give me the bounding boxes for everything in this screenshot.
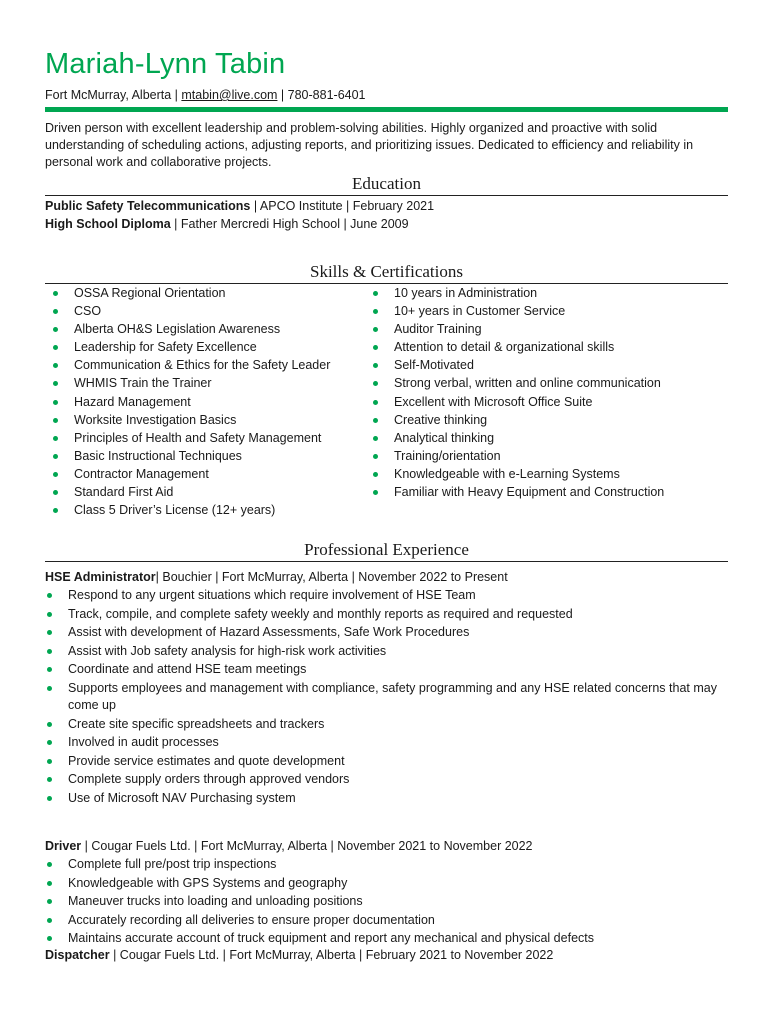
skill-item: Contractor Management [45, 465, 365, 483]
education-details: | APCO Institute | February 2021 [250, 199, 435, 213]
education-item [45, 198, 434, 215]
job-header [45, 838, 533, 855]
summary-paragraph: Driven person with excellent leadership and problem-solving abilities. Highly organized and proactive with solid understanding of scheduling actions, adjusting reports, and prioritizing issues. Dedicated to efficiency and reliability in personal work and collaborative projects. [45, 121, 694, 169]
education-details: | Father Mercredi High School | June 2009 [170, 217, 409, 231]
skill-item: Alberta OH&S Legislation Awareness [45, 320, 365, 338]
duty-item: Accurately recording all deliveries to ensure proper documentation [45, 912, 728, 929]
education-heading: Education [352, 174, 421, 193]
job-details: | Cougar Fuels Ltd. | Fort McMurray, Alberta | February 2021 to November 2022 [109, 948, 554, 962]
duty-item: Create site specific spreadsheets and trackers [45, 716, 728, 733]
contact-line [45, 88, 366, 103]
job-duties [45, 587, 728, 809]
skill-item: Training/orientation [365, 447, 728, 465]
duty-item: Maintains accurate account of truck equipment and report any mechanical and physical defects [45, 930, 728, 947]
education-item [45, 216, 409, 233]
skill-item: WHMIS Train the Trainer [45, 374, 365, 392]
skill-item: Self-Motivated [365, 356, 728, 374]
skill-item: Analytical thinking [365, 429, 728, 447]
location: Fort McMurray, Alberta [45, 88, 172, 102]
contact-separator: | [171, 88, 182, 102]
duty-item: Knowledgeable with GPS Systems and geography [45, 875, 728, 892]
skills-list-left [45, 284, 365, 519]
skill-item: Worksite Investigation Basics [45, 411, 365, 429]
skill-item: Basic Instructional Techniques [45, 447, 365, 465]
duty-item: Maneuver trucks into loading and unloading positions [45, 893, 728, 910]
skill-item: Communication & Ethics for the Safety Leader [45, 356, 365, 374]
skill-item: Familiar with Heavy Equipment and Construction [365, 483, 728, 501]
job-role: Dispatcher [45, 948, 110, 962]
skill-item: Hazard Management [45, 393, 365, 411]
education-credential: High School Diploma [45, 217, 171, 231]
skill-item: Creative thinking [365, 411, 728, 429]
education-credential: Public Safety Telecommunications [45, 199, 251, 213]
skill-item: Principles of Health and Safety Management [45, 429, 365, 447]
education-divider [45, 195, 728, 196]
duty-item: Assist with development of Hazard Assessments, Safe Work Procedures [45, 624, 728, 641]
duty-item: Respond to any urgent situations which require involvement of HSE Team [45, 587, 728, 604]
duty-item: Complete supply orders through approved vendors [45, 771, 728, 788]
duty-item: Assist with Job safety analysis for high-risk work activities [45, 643, 728, 660]
duty-item: Provide service estimates and quote development [45, 753, 728, 770]
skill-item: Strong verbal, written and online communication [365, 374, 728, 392]
duty-item: Complete full pre/post trip inspections [45, 856, 728, 873]
job-role: HSE Administrator [45, 570, 156, 584]
contact-separator: | [277, 88, 288, 102]
duty-item: Use of Microsoft NAV Purchasing system [45, 790, 728, 807]
job-duties [45, 856, 728, 949]
job-details: | Bouchier | Fort McMurray, Alberta | November 2022 to Present [155, 570, 508, 584]
candidate-name: Mariah-Lynn Tabin [45, 48, 286, 80]
skill-item: Class 5 Driver’s License (12+ years) [45, 501, 365, 519]
duty-item: Coordinate and attend HSE team meetings [45, 661, 728, 678]
skill-item: OSSA Regional Orientation [45, 284, 365, 302]
phone: 780-881-6401 [287, 88, 366, 102]
skill-item: Standard First Aid [45, 483, 365, 501]
duty-item: Track, compile, and complete safety weekly and monthly reports as required and requested [45, 606, 728, 623]
skill-item: Leadership for Safety Excellence [45, 338, 365, 356]
experience-divider [45, 561, 728, 562]
duty-item: Involved in audit processes [45, 734, 728, 751]
experience-heading: Professional Experience [304, 540, 469, 559]
skill-item: 10 years in Administration [365, 284, 728, 302]
skills-heading: Skills & Certifications [310, 262, 463, 281]
header-divider [45, 107, 728, 112]
job-header [45, 947, 553, 964]
skill-item: CSO [45, 302, 365, 320]
skill-item: Auditor Training [365, 320, 728, 338]
skills-list-right [365, 284, 728, 501]
job-header [45, 569, 508, 586]
job-details: | Cougar Fuels Ltd. | Fort McMurray, Alberta | November 2021 to November 2022 [81, 839, 533, 853]
job-role: Driver [45, 839, 82, 853]
skill-item: Attention to detail & organizational skills [365, 338, 728, 356]
duty-item: Supports employees and management with compliance, safety programming and any HSE related concerns that may come up [45, 680, 728, 714]
email-link[interactable]: mtabin@live.com [181, 88, 278, 102]
skill-item: Excellent with Microsoft Office Suite [365, 393, 728, 411]
skill-item: 10+ years in Customer Service [365, 302, 728, 320]
skill-item: Knowledgeable with e-Learning Systems [365, 465, 728, 483]
